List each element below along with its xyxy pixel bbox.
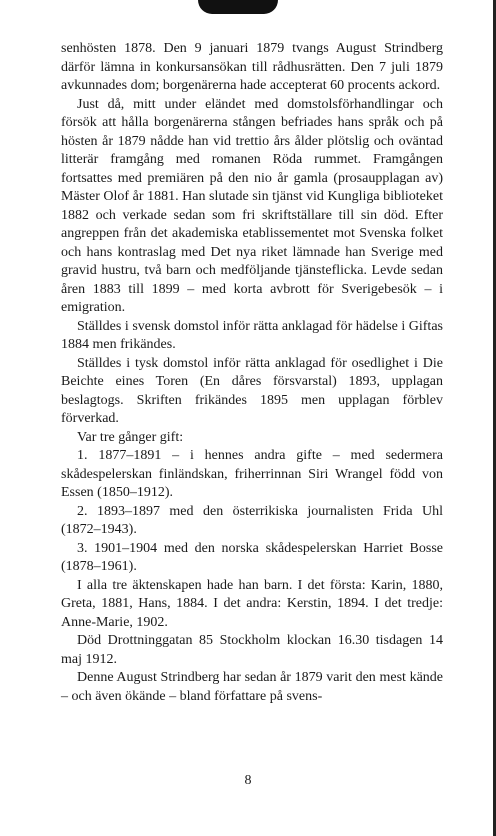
paragraph-last: Denne August Strindberg har sedan år 1879 varit den mest kände – och även ökände – bland författare på svens- (61, 670, 443, 704)
marriage-1: 1. 1877–1891 – i hennes andra gifte – med sedermera skådespelerskan finländskan, friherrinnan Siri Wrangel född von Essen (1850–1912). (61, 448, 443, 500)
body-text (61, 40, 443, 706)
page-top-shadow (198, 0, 278, 14)
paragraph-children: I alla tre äktenskapen hade han barn. I det första: Karin, 1880, Greta, 1881, Hans, 1884. I det andra: Kerstin, 1894. I det tredje: Anne-Marie, 1902. (61, 577, 443, 630)
paragraph-2: Just då, mitt under eländet med domstolsförhandlingar och försök att hålla borgenärerna stången befriades hans språk och på hösten år 1879 nådde han vid trettio års ålder plötslig och oväntad litterär framgång med romanen Röda rummet. Framgången fortsattes med premiären på den nio år gamla (prosaupplagan av) Mäster Olof år 1881. Han slutade sin tjänst vid Kungliga biblioteket 1882 och verkade sedan som fri skriftställare till sin död. Efter angreppen från det akademiska etablissementet mot Svenska folket och hans kontraslag med Det nya riket lämnade han Sverige med gravid hustru, två barn och medföljande tjänsteflicka. Levde sedan åren 1883 till 1899 – med korta avbrott för Sverigebesök – i emigration. (61, 96, 443, 315)
paragraph-1: senhösten 1878. Den 9 januari 1879 tvangs August Strindberg därför lämna in konkursansökan till rådhusrätten. Den 7 juli 1879 avkunnades dom; borgenärerna hade accepterat 60 procents ackord. (61, 41, 443, 93)
paragraph-3: Ställdes i svensk domstol inför rätta anklagad för hädelse i Giftas 1884 men frikändes. (61, 318, 443, 352)
paragraph-4: Ställdes i tysk domstol inför rätta anklagad för osedlighet i Die Beichte eines Toren (En dåres försvarstal) 1893, upplagan beslagtogs. Skriften frikändes 1895 men upplagan förblev förverkad. (61, 355, 443, 426)
paragraph-death: Död Drottninggatan 85 Stockholm klockan 16.30 tisdagen 14 maj 1912. (61, 633, 443, 667)
page-number: 8 (244, 773, 252, 788)
marriage-2: 2. 1893–1897 med den österrikiska journalisten Frida Uhl (1872–1943). (61, 503, 443, 537)
marriage-3: 3. 1901–1904 med den norska skådespelerskan Harriet Bosse (1878–1961). (61, 540, 443, 574)
paragraph-5: Var tre gånger gift: (77, 429, 184, 445)
